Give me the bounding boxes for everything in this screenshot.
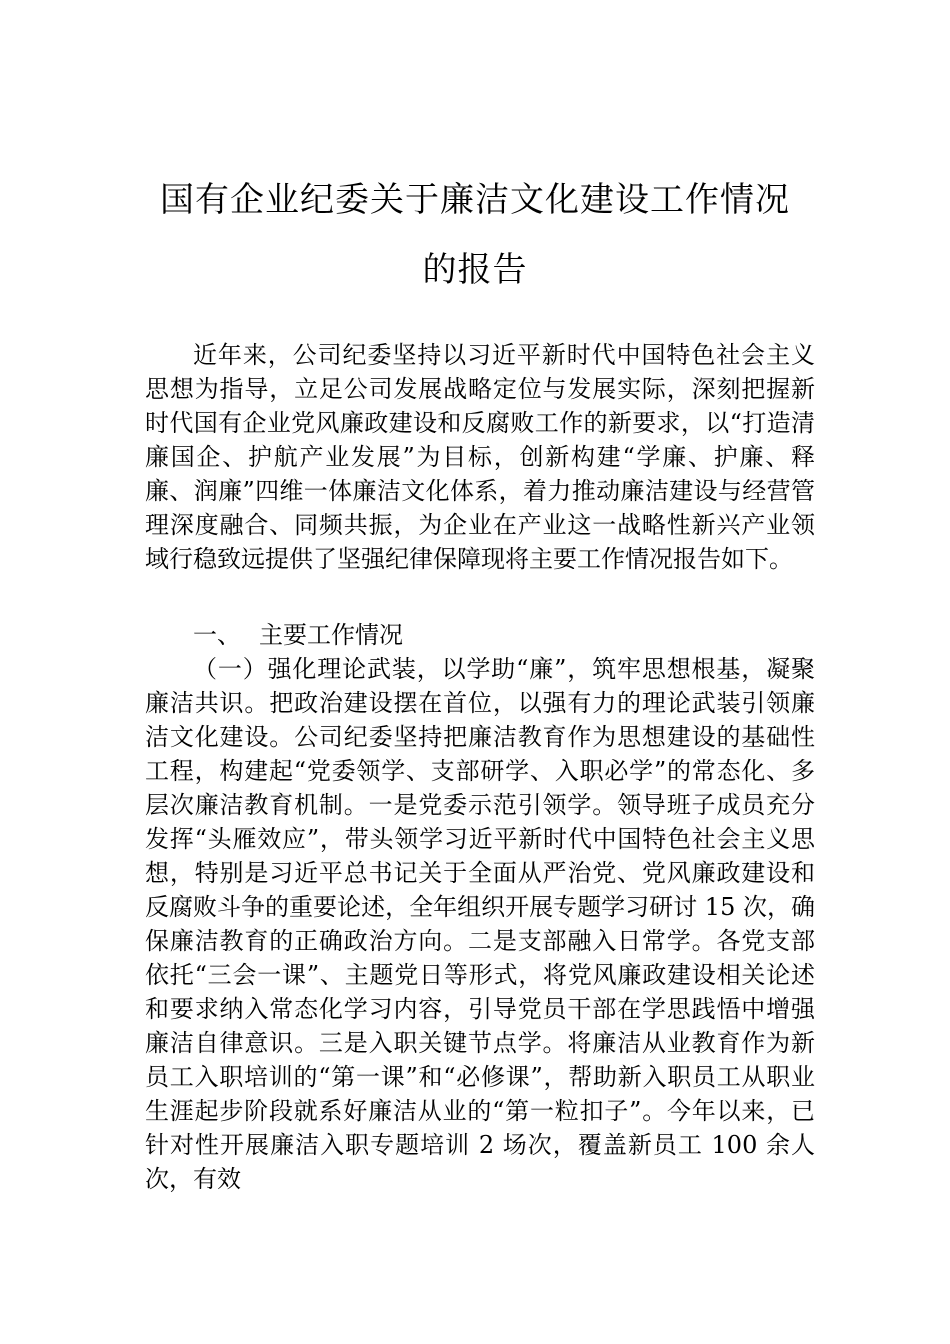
document-title-line-1: 国有企业纪委关于廉洁文化建设工作情况 [160, 180, 790, 220]
section-heading [193, 618, 403, 652]
section-1-paragraph: （一）强化理论武装，以学助“廉”，筑牢思想根基，凝聚廉洁共识。把政治建设摆在首位，以强有力的理论武装引领廉洁文化建设。公司纪委坚持把廉洁教育作为思想建设的基础性工程，构建起“党委领学、支部研学、入职必学”的常态化、多层次廉洁教育机制。一是党委示范引领学。领导班子成员充分发挥“头雁效应”，带头领学习近平新时代中国特色社会主义思想，特别是习近平总书记关于全面从严治党、党风廉政建设和反腐败斗争的重要论述，全年组织开展专题学习研讨 15 次，确保廉洁教育的正确政治方向。二是支部融入日常学。各党支部依托“三会一课”、主题党日等形式，将党风廉政建设相关论述和要求纳入常态化学习内容，引导党员干部在学思践悟中增强廉洁自律意识。三是入职关键节点学。将廉洁从业教育作为新员工入职培训的“第一课”和“必修课”，帮助新入职员工从职业生涯起步阶段就系好廉洁从业的“第一粒扣子”。今年以来，已针对性开展廉洁入职专题培训 2 场次，覆盖新员工 100 余人次，有效 [145, 655, 815, 1193]
section-number: 一、 [193, 621, 241, 649]
intro-paragraph: 近年来，公司纪委坚持以习近平新时代中国特色社会主义思想为指导，立足公司发展战略定位与发展实际，深刻把握新时代国有企业党风廉政建设和反腐败工作的新要求，以“打造清廉国企、护航产业发展”为目标，创新构建“学廉、护廉、释廉、润廉”四维一体廉洁文化体系，着力推动廉洁建设与经营管理深度融合、同频共振，为企业在产业这一战略性新兴产业领域行稳致远提供了坚强纪律保障现将主要工作情况报告如下。 [145, 341, 815, 573]
section-heading-text: 主要工作情况 [259, 621, 403, 649]
document-title-line-2: 的报告 [422, 250, 528, 290]
